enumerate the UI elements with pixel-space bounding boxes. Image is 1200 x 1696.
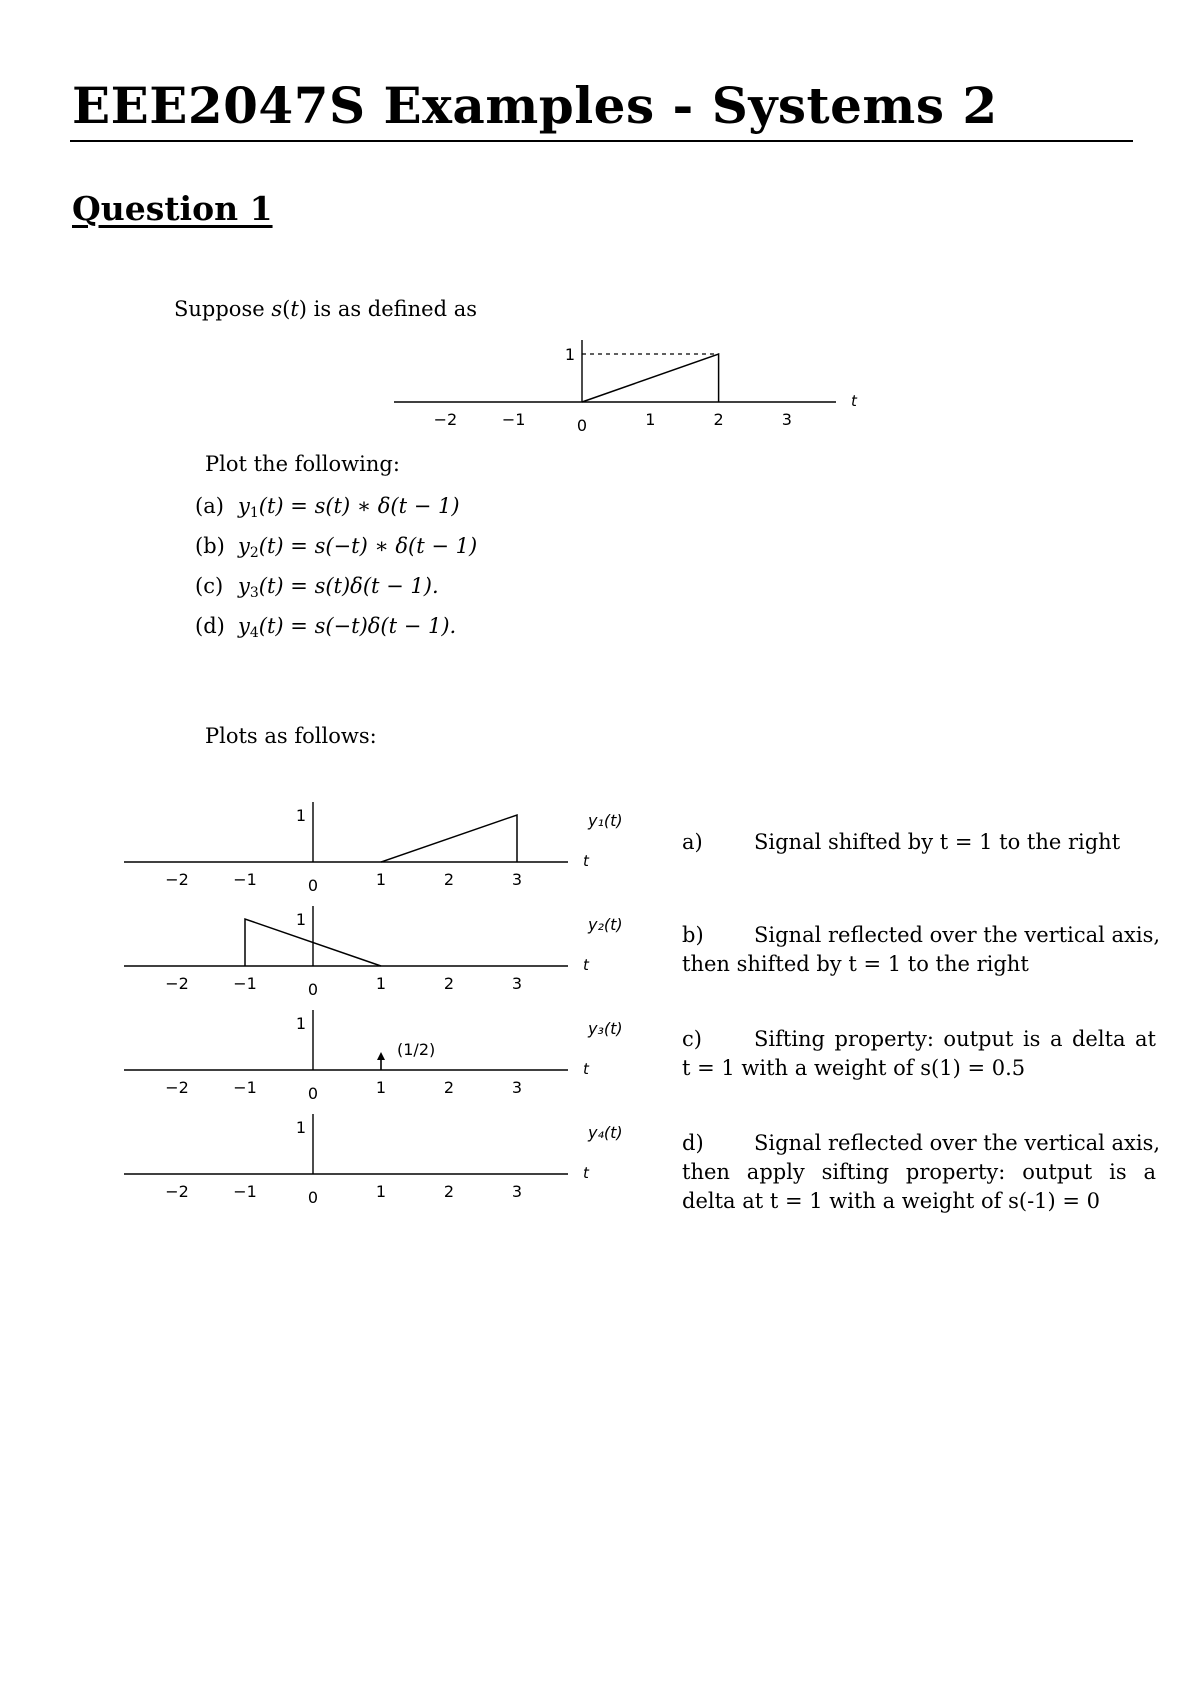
description-d-line-3: delta at t = 1 with a weight of s(-1) = 0 [682,1189,1101,1213]
item-b-rhs: (t) = s(−t) ∗ δ(t − 1) [258,534,478,558]
chart-1-x-tick-label: 3 [781,410,792,429]
document-title: EEE2047S Examples - Systems 2 [72,76,998,135]
description-a-line-1: Signal shifted by t = 1 to the right [754,830,1121,854]
chart-2-x-axis-label: t [583,852,589,870]
intro-symbol-s: s [271,297,283,321]
chart-3-x-tick-label: 1 [375,974,387,993]
item-a-sub: 1 [249,505,259,521]
chart-4-x-tick-label: −2 [165,1078,189,1097]
chart-2-series-line [381,815,517,862]
chart-5-y-tick-label: 1 [295,1118,307,1137]
chart-3-x-tick-label: 2 [443,974,455,993]
chart-4-impulse-weight-label: (1/2) [397,1040,436,1059]
item-a-label: (a) [195,494,224,518]
description-a [682,828,1156,857]
chart-2-y-axis-label: y₁(t) [588,811,623,830]
item-b-lhs: y [238,534,250,558]
item-b-sub: 2 [249,545,259,561]
chart-4-y-axis-label: y₃(t) [588,1019,623,1038]
plot-instruction: Plot the following: [205,452,400,476]
description-c-line-2: t = 1 with a weight of s(1) = 0.5 [682,1056,1026,1080]
chart-1-x-tick-label: 0 [576,416,588,435]
item-c-lhs: y [238,574,250,598]
chart-5-x-tick-label: 3 [511,1182,523,1201]
intro-paren-close: ) [298,297,307,321]
chart-3-x-tick-label: −1 [233,974,257,993]
chart-3-x-axis-label: t [583,956,589,974]
chart-4-x-tick-label: −1 [233,1078,257,1097]
item-a [195,494,460,521]
description-d-line-2: then apply sifting property: output is a [682,1160,1156,1184]
chart-2-x-tick-label: −1 [233,870,257,889]
item-d [195,614,456,641]
chart-4-x-axis-label: t [583,1060,589,1078]
question-heading: Question 1 [72,189,273,228]
chart-1-x-axis-label: t [851,392,857,410]
chart-4-x-tick-label: 2 [443,1078,455,1097]
item-c [195,574,439,601]
chart-1-x-tick-label: 2 [713,410,724,429]
chart-5-x-axis-label: t [583,1164,589,1182]
chart-5-x-tick-label: −1 [233,1182,257,1201]
chart-1-x-tick-label: −1 [501,410,526,429]
chart-1-x-tick-label: 1 [645,410,656,429]
item-b [195,534,477,561]
item-d-lhs: y [238,614,250,638]
chart-3-y-axis-label: y₂(t) [588,915,623,934]
chart-1-x-tick-label: −2 [433,410,458,429]
intro-symbol-t: t [290,297,299,321]
intro-suffix: is as defined as [306,297,478,321]
chart-4-x-tick-label: 1 [375,1078,387,1097]
chart-4-impulse-arrowhead [377,1052,385,1060]
chart-5-x-tick-label: 0 [307,1188,319,1207]
item-c-rhs: (t) = s(t)δ(t − 1). [258,574,439,598]
description-b-line-1: Signal reflected over the vertical axis, [754,923,1161,947]
chart-5-x-tick-label: 2 [443,1182,455,1201]
chart-4-x-tick-label: 3 [511,1078,523,1097]
item-a-rhs: (t) = s(t) ∗ δ(t − 1) [258,494,460,518]
item-c-label: (c) [195,574,224,598]
chart-2-x-tick-label: 0 [307,876,319,895]
chart-3-y-tick-label: 1 [295,910,307,929]
intro-paren-open: ( [282,297,291,321]
chart-2-x-tick-label: 3 [511,870,523,889]
description-b [682,921,1161,979]
description-c-line-1: Sifting property: output is a delta at [754,1027,1156,1051]
chart-1-y-tick-label: 1 [564,345,576,364]
description-b-tag: b) [682,923,704,947]
chart-2-x-tick-label: 1 [375,870,387,889]
description-c-tag: c) [682,1027,702,1051]
chart-4-x-tick-label: 0 [307,1084,319,1103]
item-a-lhs: y [238,494,250,518]
description-c [682,1025,1156,1083]
item-d-label: (d) [195,614,225,638]
chart-2-y-tick-label: 1 [295,806,307,825]
chart-5-x-tick-label: −2 [165,1182,189,1201]
chart-3-x-tick-label: −2 [165,974,189,993]
description-d [682,1129,1161,1216]
chart-3-x-tick-label: 0 [307,980,319,999]
chart-5-y-axis-label: y₄(t) [588,1123,623,1142]
description-b-line-2: then shifted by t = 1 to the right [682,952,1029,976]
chart-1-series-line [582,354,719,402]
description-d-tag: d) [682,1131,704,1155]
intro-prefix: Suppose [174,297,272,321]
plots-intro: Plots as follows: [205,724,377,748]
item-b-label: (b) [195,534,225,558]
chart-4-y-tick-label: 1 [295,1014,307,1033]
chart-3-x-tick-label: 3 [511,974,523,993]
item-c-sub: 3 [249,585,259,601]
chart-2-x-tick-label: 2 [443,870,455,889]
item-d-rhs: (t) = s(−t)δ(t − 1). [258,614,457,638]
chart-2-x-tick-label: −2 [165,870,189,889]
description-d-line-1: Signal reflected over the vertical axis, [754,1131,1161,1155]
item-d-sub: 4 [249,625,259,641]
chart-5-x-tick-label: 1 [375,1182,387,1201]
description-a-tag: a) [682,830,703,854]
